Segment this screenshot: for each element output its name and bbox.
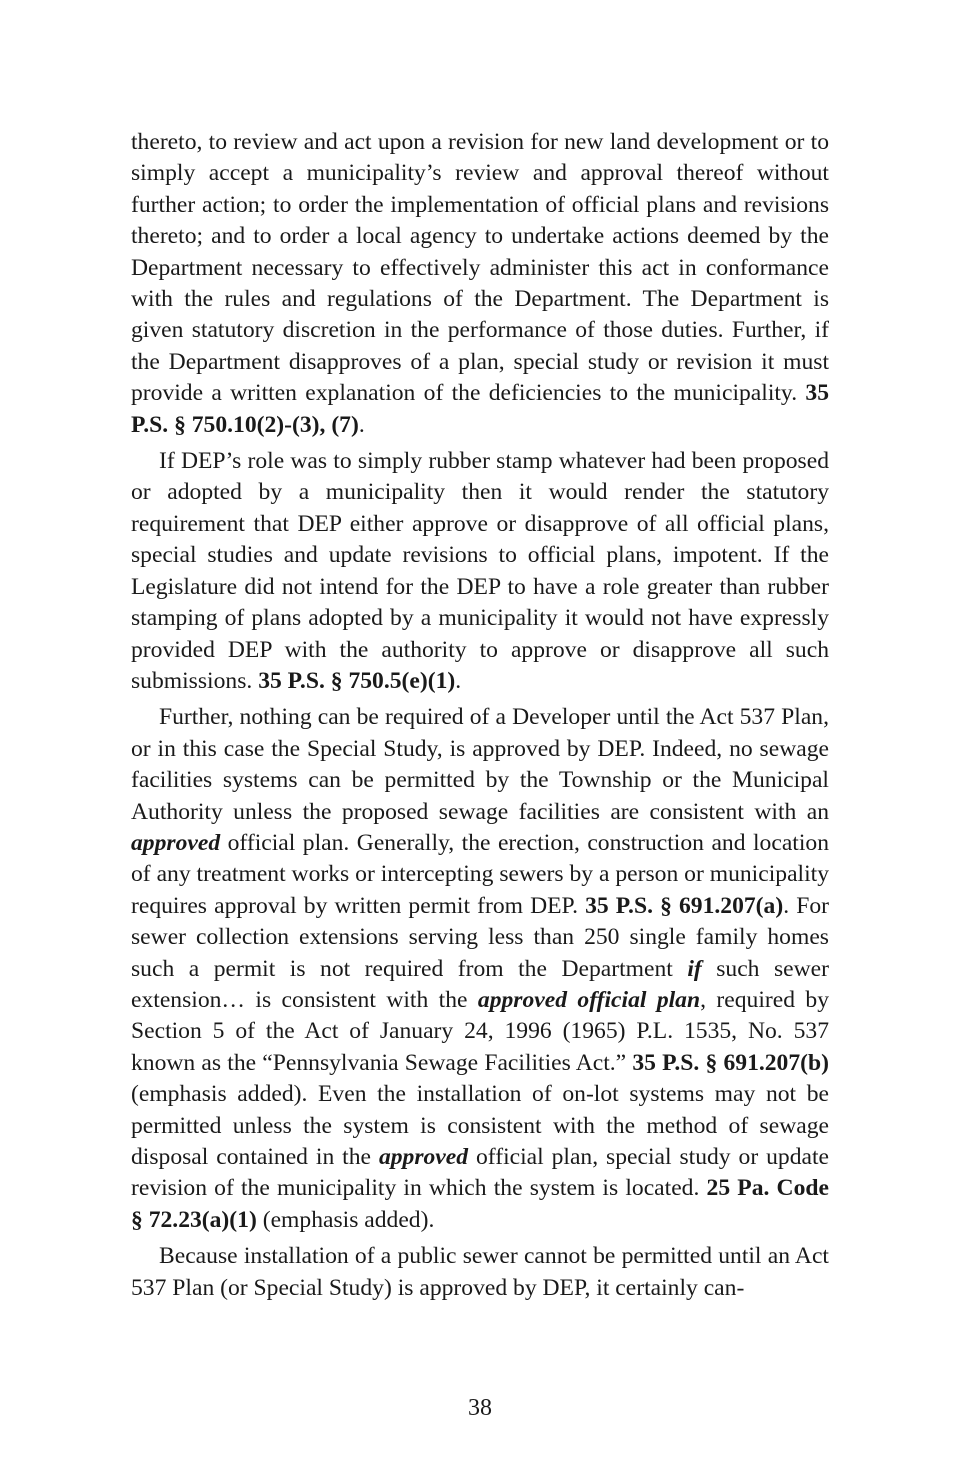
text-run: , required by Section 5 of the Act of January 24, 1996 (1965) P.L. 1535, No. 537 known as the “Pennsylvania Sewage Facilities Act.” (131, 986, 829, 1076)
text-run: official plan. Generally, the erection, construction and location of any treatment works or intercepting sewers by a person or municipality requires approval by written permit from DEP. (131, 829, 829, 919)
body-text (131, 127, 829, 1309)
text-run: Further, nothing can be required of a Developer until the Act 537 Plan, or in this case the Special Study, is approved by DEP. Indeed, no sewage facilities systems can be permitted by the Township or the Municipal Authority unless the proposed sewage facilities are consistent with an (131, 704, 829, 825)
paragraph-developer-requirements (131, 702, 829, 1236)
code-citation: 25 Pa. Code § 72.23(a)(1) (131, 1175, 829, 1233)
emphasis-text: approved (131, 829, 221, 856)
statute-citation: 35 P.S. § 691.207(a) (585, 892, 784, 919)
text-run: (emphasis added). Even the installation of on-lot systems may not be permitted unless the system is consistent with the method of sewage disposal contained in the (131, 1081, 829, 1170)
statute-citation: 35 P.S. § 691.207(b) (632, 1049, 829, 1076)
paragraph-continuation (131, 127, 829, 441)
text-run: Because installation of a public sewer cannot be permitted until an Act 537 Plan (or Special Study) is approved by DEP, it certainly can- (131, 1243, 829, 1301)
paragraph-dep-role (131, 446, 829, 697)
emphasis-text: if (687, 955, 702, 982)
text-run: official plan, special study or update revision of the municipality in which the system is located. (131, 1144, 830, 1202)
text-run: such sewer extension… is consistent with the (131, 955, 829, 1013)
text-run: If DEP’s role was to simply rubber stamp whatever had been proposed or adopted by a municipality then it would render the statutory requirement that DEP either approve or disapprove of all official plans, special studies and update revisions to official plans, impotent. If the Legislature did not intend for the DEP to have a role greater than rubber stamping of plans adopted by a municipality it would not have expressly provided DEP with the authority to approve or disapprove all such submissions. (131, 448, 829, 694)
text-run: . (455, 667, 462, 694)
text-run: (emphasis added). (256, 1206, 435, 1233)
text-run: thereto, to review and act upon a revision for new land development or to simply accept a municipality’s review and approval thereof without further action; to order the implementation of official plans and revisions thereto; and to order a local agency to undertake actions deemed by the Department necessary to effectively administer this act in conformance with the rules and regulations of the Department. The Department is given statutory discretion in the performance of those duties. Further, if the Department disapproves of a plan, special study or revision it must provide a written explanation of the deficiencies to the municipality. (131, 129, 829, 407)
text-run: . (358, 411, 365, 438)
statute-citation: 35 P.S. § 750.10(2)-(3), (7) (131, 380, 829, 438)
statute-citation: 35 P.S. § 750.5(e)(1) (258, 667, 456, 694)
page-number: 38 (468, 1395, 492, 1421)
text-run: . For sewer collection extensions serving less than 250 single family homes such a permit is not required from the Department (131, 892, 829, 982)
emphasis-text: approved (378, 1144, 469, 1170)
paragraph-public-sewer (131, 1241, 829, 1304)
emphasis-text: approved official plan (477, 986, 701, 1013)
